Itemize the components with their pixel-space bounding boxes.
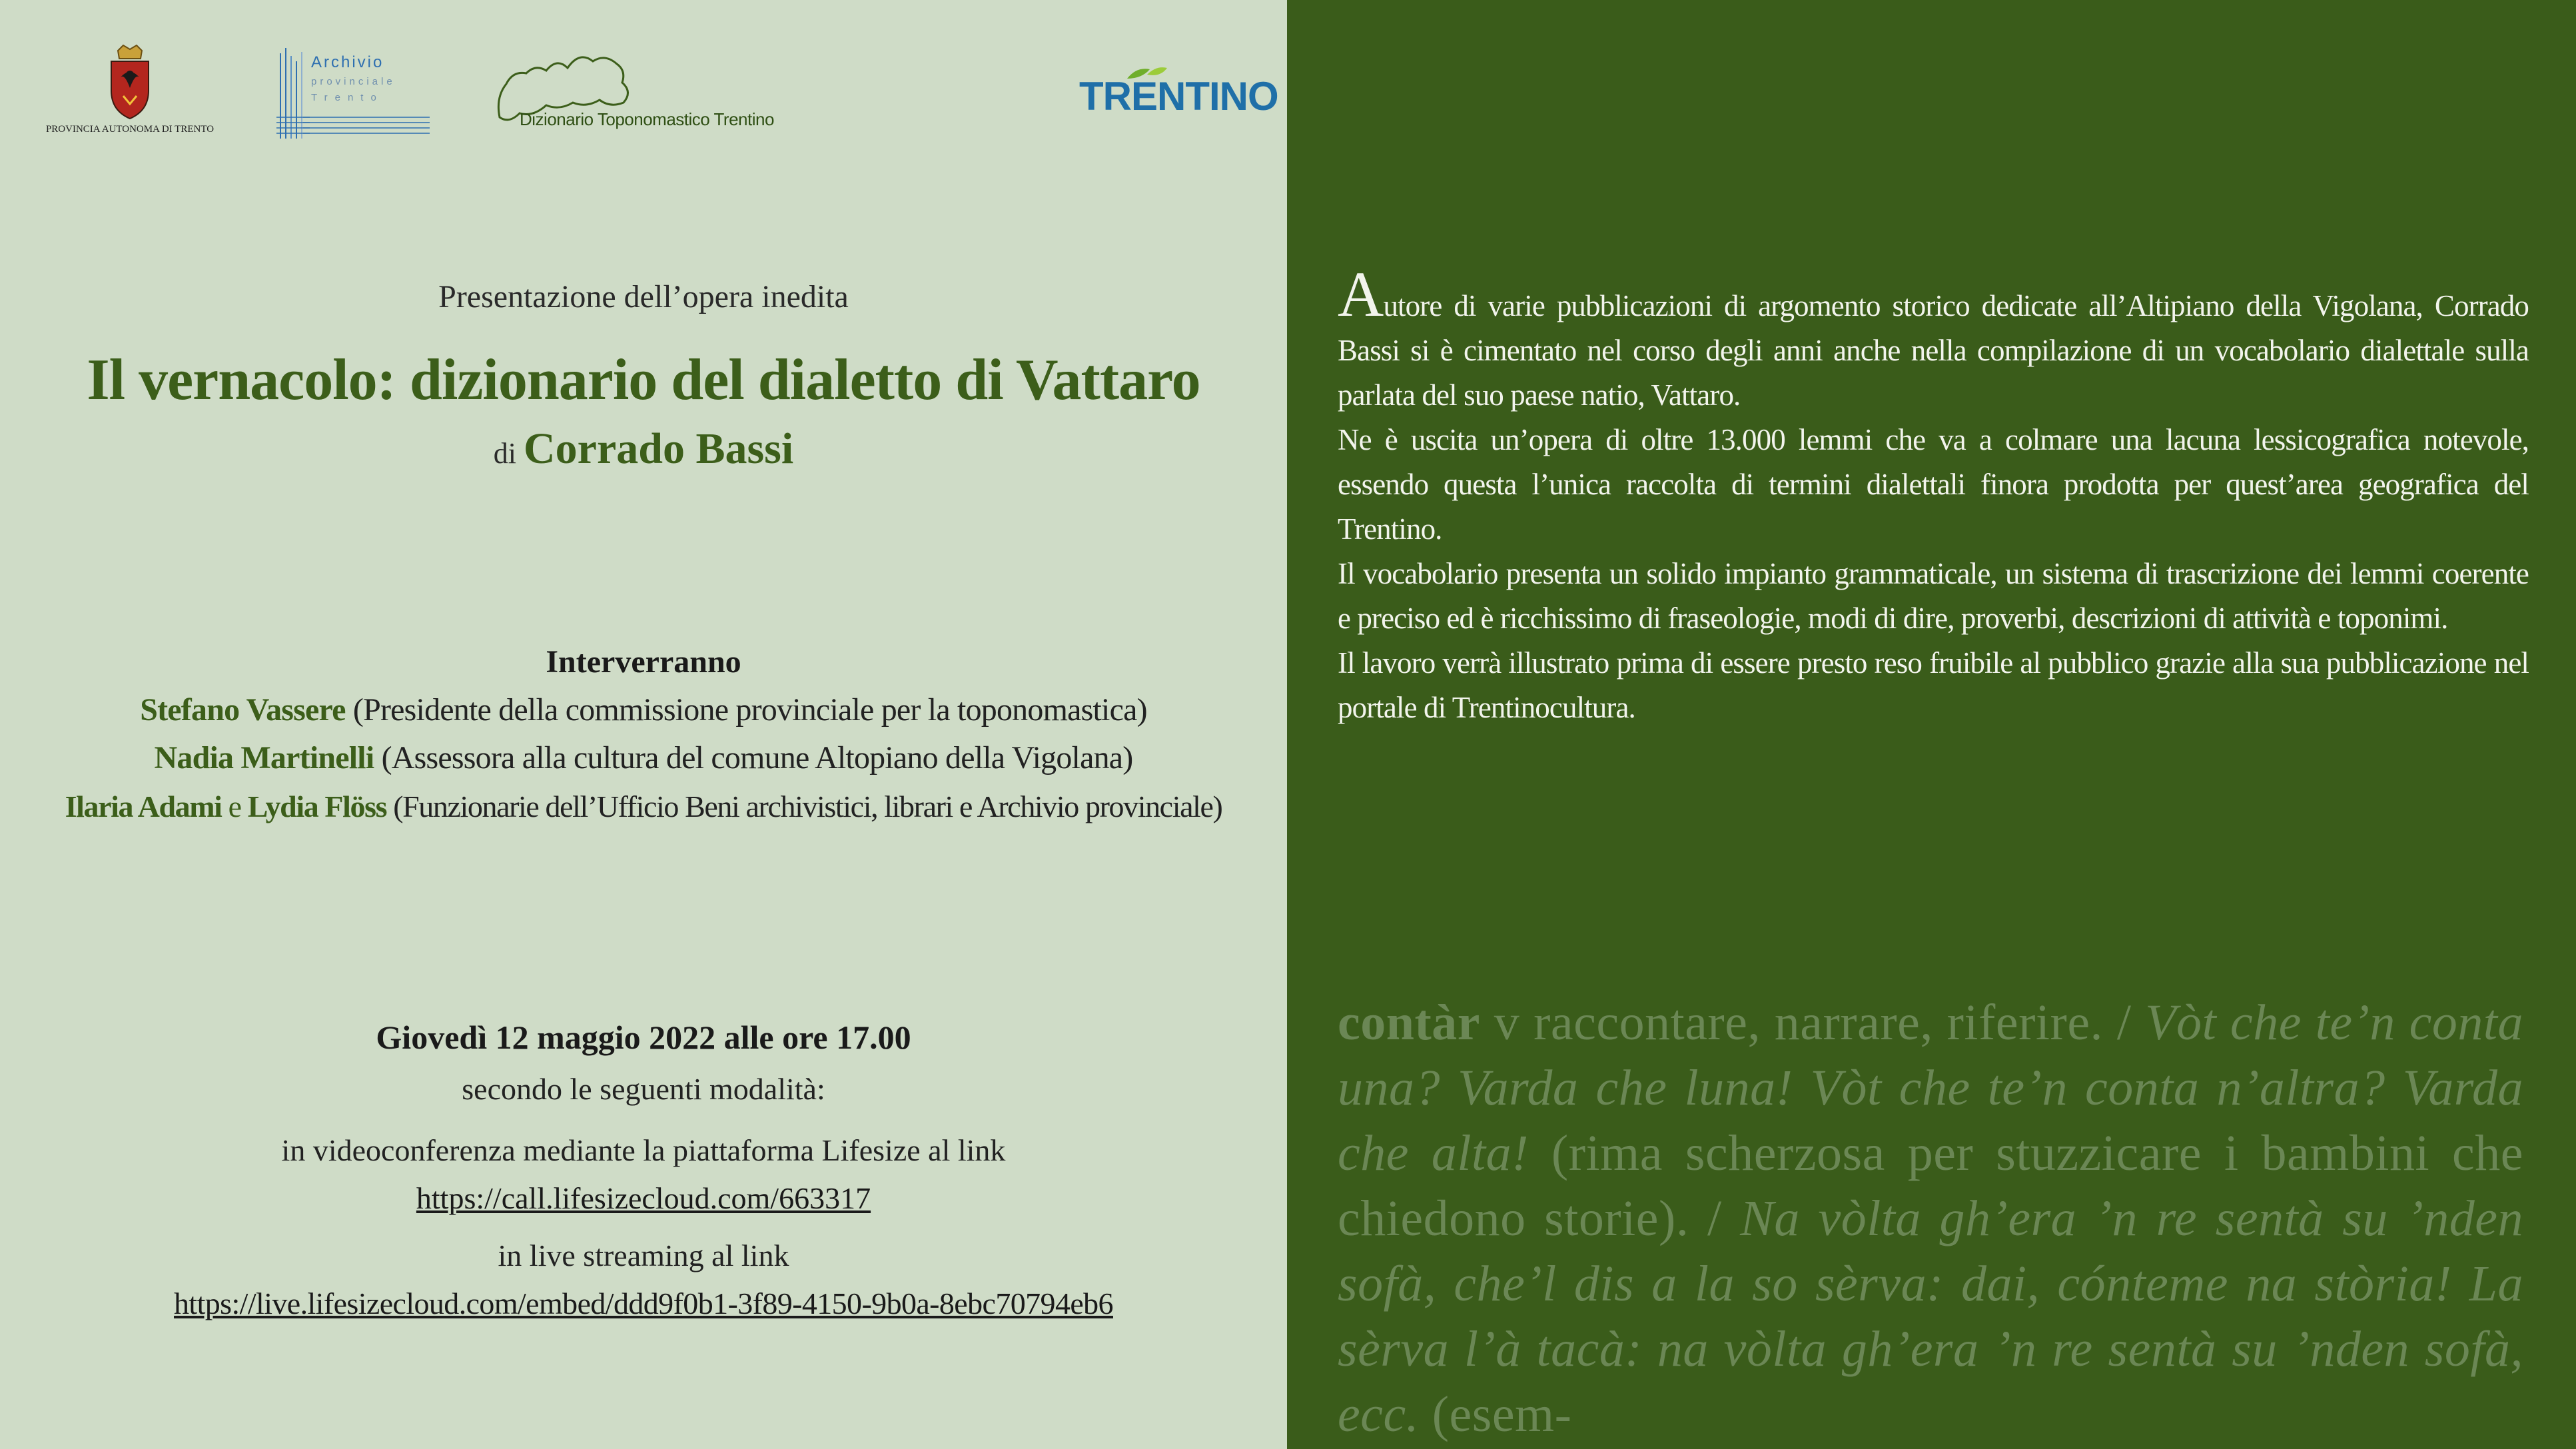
author-line: [0, 424, 1287, 474]
provincia-logo-label: PROVINCIA AUTONOMA DI TRENTO: [45, 124, 215, 135]
logo-bar: [0, 0, 1287, 160]
left-panel: [0, 0, 1287, 1449]
description-paragraph: Ne è uscita un’opera di oltre 13.000 lemmi che va a colmare una lacuna lessicografica notevole, essendo questa l’unica raccolta di termini dialettali finora prodotta per quest’area geografica del Trentino.: [1338, 423, 2529, 546]
description-paragraph: [1338, 258, 2529, 418]
entry-example-2: Na vòlta gh’era ’n re sentà su ’nden sofà, che’l dis a la so sèrva: dai, cónteme na stòria! La sèrva l’à tacà: na vòlta gh’era ’n re sentà su ’nden sofà, ecc.: [1338, 1191, 2524, 1442]
stream-text: in live streaming al link: [498, 1238, 789, 1272]
speaker-name-2: Lydia Flöss: [247, 789, 387, 823]
archivio-logo: [276, 41, 430, 148]
event-intro: Presentazione dell’opera inedita: [438, 279, 849, 314]
streaming-link[interactable]: https://live.lifesizecloud.com/embed/ddd9f0b1-3f89-4150-9b0a-8ebc70794eb6: [174, 1286, 1113, 1320]
author-name: Corrado Bassi: [524, 424, 794, 473]
dizionario-logo-label: Dizionario Toponomastico Trentino: [520, 109, 774, 129]
speaker-row: [0, 739, 1287, 776]
trentino-logo-word: TRENTINO: [1079, 74, 1278, 119]
archivio-word-2: provinciale: [311, 76, 396, 87]
entry-definition: v raccontare, narrare, riferire. /: [1480, 995, 2146, 1051]
dropcap: A: [1338, 258, 1384, 330]
speaker-role: (Funzionarie dell’Ufficio Beni archivistici, librari e Archivio provinciale): [393, 789, 1222, 823]
speaker-conjunction: e: [228, 789, 241, 823]
event-date: Giovedì 12 maggio 2022 alle ore 17.00: [376, 1019, 911, 1056]
speaker-role: (Assessora alla cultura del comune Altopiano della Vigolana): [381, 740, 1133, 775]
archivio-word-3: Trento: [311, 92, 384, 103]
event-title: Il vernacolo: dizionario del dialetto di Vattaro: [87, 348, 1200, 412]
videoconference-link[interactable]: https://call.lifesizecloud.com/663317: [416, 1181, 871, 1215]
description-p1: utore di varie pubblicazioni di argomento storico dedicate all’Altipiano della Vigolana, Corrado Bassi si è cimentato nel corso degli anni anche nella compilazione di un vocabolario dialettale sulla parlata del suo paese natio, Vattaro.: [1338, 289, 2529, 412]
trentino-logo: [1076, 64, 1278, 124]
entry-example-1: Vòt che te’n conta una? Varda che luna! Vòt che te’n conta n’altra? Varda che alta!: [1338, 995, 2524, 1181]
modes-intro: secondo le seguenti modalità:: [462, 1072, 825, 1106]
description-paragraph: Il vocabolario presenta un solido impianto grammaticale, un sistema di trascrizione dei lemmi coerente e preciso ed è ricchissimo di fraseologie, modi di dire, proverbi, descrizioni di attività e toponimi.: [1338, 557, 2529, 635]
entry-tail: (esem-: [1419, 1386, 1572, 1442]
speaker-name: Stefano Vassere: [140, 692, 346, 727]
dictionary-entry-watermark: [1338, 990, 2523, 1447]
archivio-word-1: Archivio: [311, 53, 384, 71]
speaker-role: (Presidente della commissione provinciale per la toponomastica): [352, 692, 1147, 727]
speaker-name: Nadia Martinelli: [154, 740, 374, 775]
entry-note: (rima scherzosa per stuzzicare i bambini che chiedono storie). /: [1338, 1125, 2523, 1246]
provincia-logo: [40, 44, 220, 135]
description-paragraph: Il lavoro verrà illustrato prima di essere presto reso fruibile al pubblico grazie alla sua pubblicazione nel portale di Trentinocultura.: [1338, 646, 2529, 724]
speakers-heading: Interverranno: [546, 644, 741, 680]
description-text: [1338, 258, 2529, 730]
coat-of-arms-icon: [103, 44, 157, 121]
speaker-row: [0, 789, 1287, 824]
speaker-name: Ilaria Adami: [65, 789, 222, 823]
entry-lemma: contàr: [1338, 995, 1481, 1051]
author-prefix: di: [493, 437, 517, 470]
speaker-row: [0, 692, 1287, 728]
video-text: in videoconferenza mediante la piattaforma Lifesize al link: [281, 1133, 1006, 1167]
dizionario-logo: [493, 44, 806, 144]
